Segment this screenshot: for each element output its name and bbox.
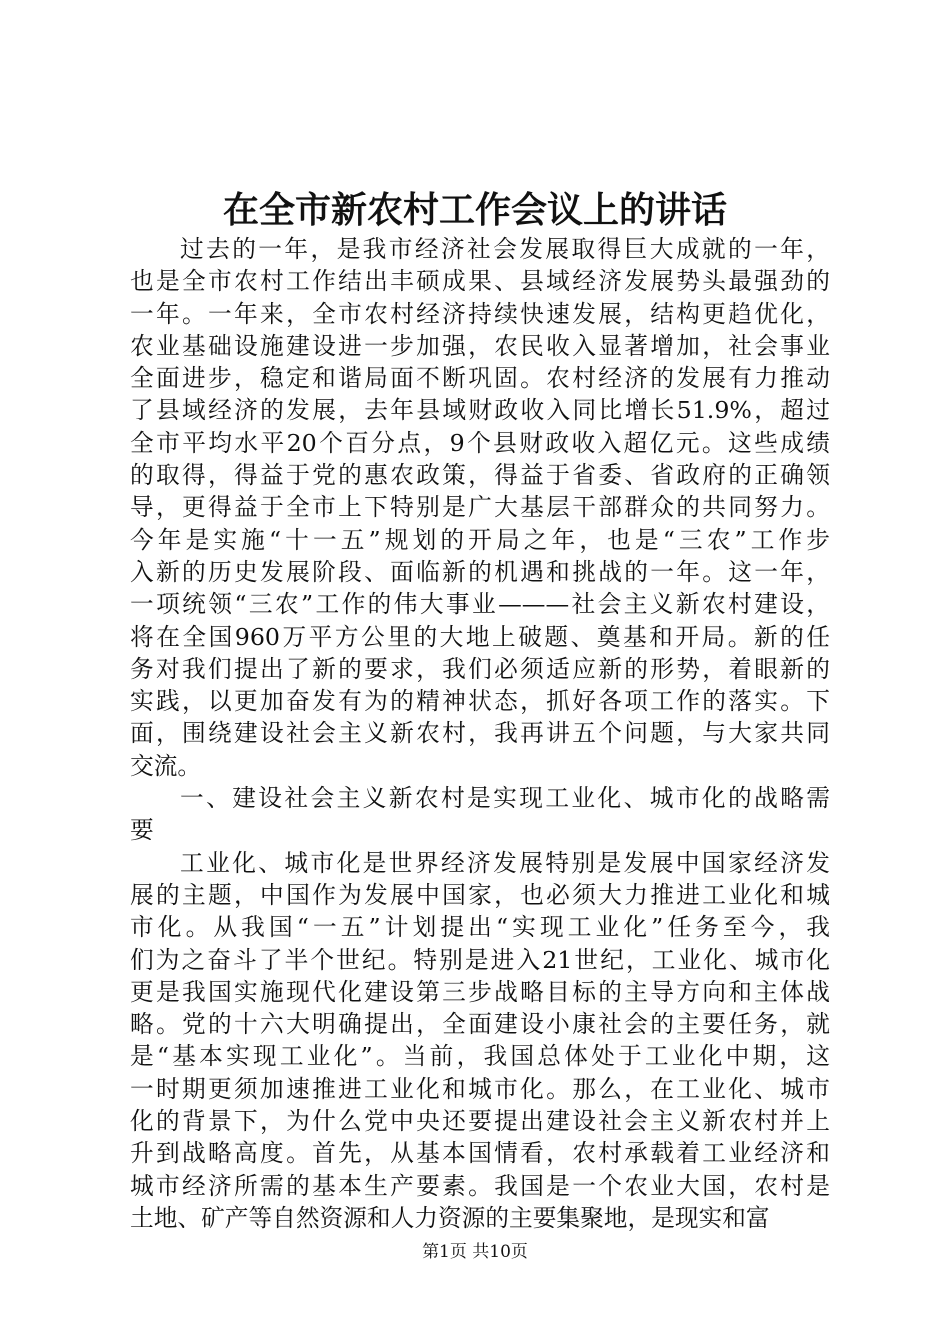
text-line: 一、建设社会主义新农村是实现工业化、城市化的战略需 (180, 784, 830, 813)
text-line: 导，更得益于全市上下特别是广大基层干部群众的共同努力。 (130, 493, 830, 522)
text-line: 实践，以更加奋发有为的精神状态，抓好各项工作的落实。下 (130, 687, 830, 716)
paragraph-section-1 (130, 847, 830, 1235)
text-line: 化的背景下，为什么党中央还要提出建设社会主义新农村并上 (130, 1107, 830, 1136)
text-line: 也是全市农村工作结出丰硕成果、县域经济发展势头最强劲的 (130, 267, 830, 296)
text-line: 升到战略高度。首先，从基本国情看，农村承载着工业经济和 (130, 1139, 830, 1168)
text-line: 略。党的十六大明确提出，全面建设小康社会的主要任务，就 (130, 1010, 830, 1039)
text-line: 一项统领“三农”工作的伟大事业———社会主义新农村建设， (130, 590, 830, 619)
text-line: 展的主题，中国作为发展中国家，也必须大力推进工业化和城 (130, 880, 830, 909)
text-line: 更是我国实施现代化建设第三步战略目标的主导方向和主体战 (130, 977, 830, 1006)
text-line: 入新的历史发展阶段、面临新的机遇和挑战的一年。这一年， (130, 557, 830, 586)
page-footer: 第1页 共10页 (422, 1242, 528, 1262)
text-line: 土地、矿产等自然资源和人力资源的主要集聚地，是现实和富 (130, 1203, 770, 1232)
text-line: 市化。从我国“一五”计划提出“实现工业化”任务至今，我 (130, 913, 830, 942)
text-line: 的取得，得益于党的惠农政策，得益于省委、省政府的正确领 (130, 461, 830, 490)
text-line: 农业基础设施建设进一步加强，农民收入显著增加，社会事业 (130, 331, 830, 360)
text-line: 们为之奋斗了半个世纪。特别是进入21世纪，工业化、城市化 (130, 945, 830, 974)
text-line: 全市平均水平20个百分点，9个县财政收入超亿元。这些成绩 (130, 428, 830, 457)
text-line: 城市经济所需的基本生产要素。我国是一个农业大国，农村是 (130, 1171, 830, 1200)
paragraph-heading-1 (130, 782, 830, 847)
text-line: 工业化、城市化是世界经济发展特别是发展中国家经济发 (180, 848, 830, 877)
text-line: 是“基本实现工业化”。当前，我国总体处于工业化中期，这 (130, 1042, 830, 1071)
text-line: 要 (130, 816, 154, 845)
document-body (130, 233, 830, 1234)
text-line: 过去的一年，是我市经济社会发展取得巨大成就的一年， (180, 235, 830, 263)
text-line: 一年。一年来，全市农村经济持续快速发展，结构更趋优化， (130, 299, 830, 328)
text-line: 一时期更须加速推进工业化和城市化。那么，在工业化、城市 (130, 1074, 830, 1103)
paragraph-intro (130, 233, 830, 782)
text-line: 交流。 (130, 751, 202, 780)
text-line: 务对我们提出了新的要求，我们必须适应新的形势，着眼新的 (130, 654, 830, 683)
text-line: 了县域经济的发展，去年县域财政收入同比增长51.9%，超过 (130, 396, 830, 425)
text-line: 面，围绕建设社会主义新农村，我再讲五个问题，与大家共同 (130, 719, 830, 748)
text-line: 今年是实施“十一五”规划的开局之年，也是“三农”工作步 (130, 525, 830, 554)
page-title: 在全市新农村工作会议上的讲话 (222, 189, 727, 231)
text-line: 将在全国960万平方公里的大地上破题、奠基和开局。新的任 (130, 622, 830, 651)
text-line: 全面进步，稳定和谐局面不断巩固。农村经济的发展有力推动 (130, 364, 830, 393)
